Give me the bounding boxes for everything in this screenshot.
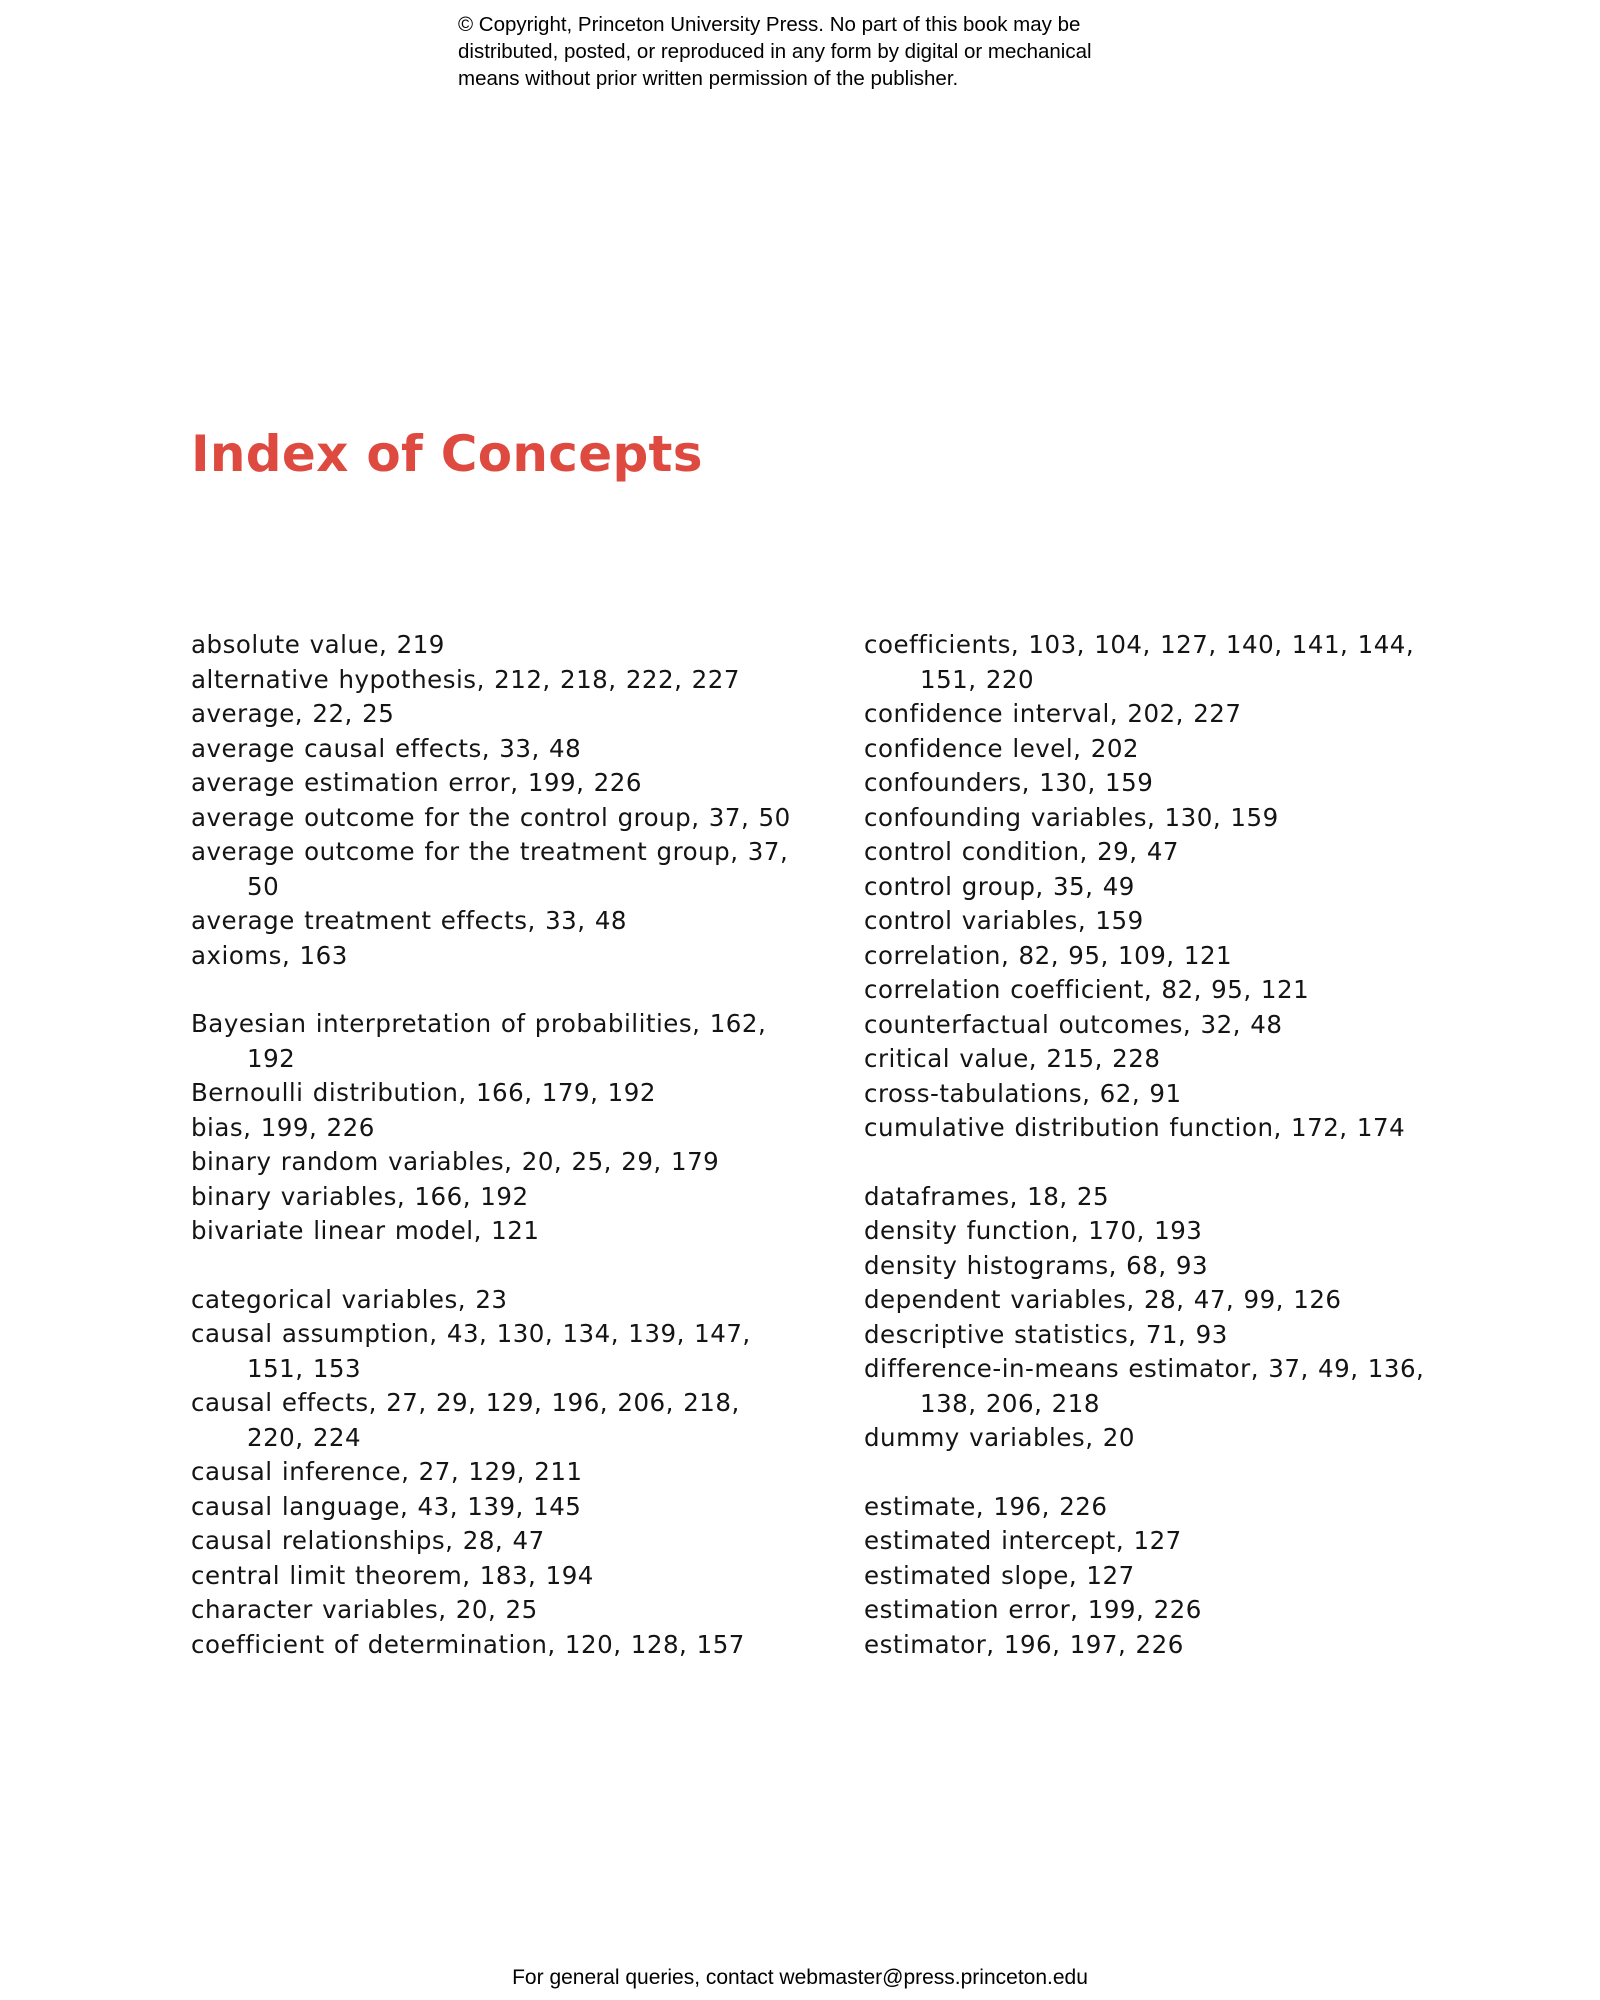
index-entry: confidence interval, 202, 227	[864, 699, 1242, 728]
index-entry: confounders, 130, 159	[864, 768, 1154, 797]
index-entry: axioms, 163	[191, 940, 348, 970]
page-title: Index of Concepts	[191, 425, 703, 483]
index-entry: average, 22, 25	[191, 699, 395, 728]
index-entry: cumulative distribution function, 172, 174	[864, 1113, 1406, 1142]
index-entry: Bayesian interpretation of probabilities, 162, 192	[191, 1009, 767, 1073]
index-entry: average estimation error, 199, 226	[191, 768, 642, 797]
index-column-left	[191, 628, 791, 1696]
index-entry: difference-in-means estimator, 37, 49, 136, 138, 206, 218	[864, 1354, 1425, 1418]
index-entry: average outcome for the treatment group, 37, 50	[191, 837, 789, 901]
index-entry: control variables, 159	[864, 906, 1144, 935]
index-entry: descriptive statistics, 71, 93	[864, 1319, 1228, 1349]
index-entry: causal relationships, 28, 47	[191, 1526, 545, 1555]
index-entry: control condition, 29, 47	[864, 837, 1179, 866]
index-group-d	[864, 1180, 1464, 1456]
index-entry: correlation, 82, 95, 109, 121	[864, 940, 1233, 970]
index-entry: categorical variables, 23	[191, 1284, 508, 1314]
index-entry: dataframes, 18, 25	[864, 1181, 1110, 1211]
copyright-notice	[458, 11, 1218, 92]
index-entry: average treatment effects, 33, 48	[191, 906, 628, 935]
index-group-a	[191, 628, 791, 973]
index-entry: dependent variables, 28, 47, 99, 126	[864, 1285, 1342, 1314]
index-entry: estimation error, 199, 226	[864, 1595, 1202, 1624]
index-column-right	[864, 628, 1464, 1696]
index-entry: dummy variables, 20	[864, 1423, 1135, 1452]
index-entry: cross-tabulations, 62, 91	[864, 1078, 1182, 1108]
index-entry: coefficients, 103, 104, 127, 140, 141, 144, 151, 220	[864, 630, 1415, 694]
index-entry: estimator, 196, 197, 226	[864, 1629, 1184, 1659]
index-entry: correlation coefficient, 82, 95, 121	[864, 975, 1310, 1004]
index-group-b	[191, 1007, 791, 1249]
index-group-c-left	[191, 1283, 791, 1663]
index-group-e	[864, 1490, 1464, 1663]
index-entry: estimated slope, 127	[864, 1560, 1135, 1590]
index-entry: causal assumption, 43, 130, 134, 139, 147, 151, 153	[191, 1319, 751, 1383]
copyright-line: © Copyright, Princeton University Press. No part of this book may be	[458, 13, 1081, 36]
index-entry: confounding variables, 130, 159	[864, 802, 1279, 832]
index-entry: estimated intercept, 127	[864, 1526, 1182, 1555]
index-entry: critical value, 215, 228	[864, 1044, 1161, 1073]
index-entry: character variables, 20, 25	[191, 1595, 538, 1624]
index-entry: causal effects, 27, 29, 129, 196, 206, 218, 220, 224	[191, 1388, 740, 1452]
index-entry: density histograms, 68, 93	[864, 1250, 1209, 1280]
index-entry: causal inference, 27, 129, 211	[191, 1457, 583, 1486]
index-entry: estimate, 196, 226	[864, 1491, 1108, 1521]
copyright-line: means without prior written permission of the publisher.	[458, 67, 959, 90]
index-entry: average outcome for the control group, 37, 50	[191, 802, 791, 832]
index-entry: alternative hypothesis, 212, 218, 222, 227	[191, 664, 740, 694]
index-entry: bivariate linear model, 121	[191, 1216, 540, 1245]
index-entry: causal language, 43, 139, 145	[191, 1491, 582, 1521]
footer-contact: For general queries, contact webmaster@press.princeton.edu	[512, 1966, 1088, 1989]
index-group-c-right	[864, 628, 1464, 1146]
index-entry: bias, 199, 226	[191, 1112, 375, 1142]
index-entry: central limit theorem, 183, 194	[191, 1560, 594, 1590]
index-entry: average causal effects, 33, 48	[191, 733, 582, 763]
index-entry: control group, 35, 49	[864, 871, 1135, 901]
index-entry: absolute value, 219	[191, 630, 445, 659]
index-entry: density function, 170, 193	[864, 1216, 1203, 1245]
index-entry: binary random variables, 20, 25, 29, 179	[191, 1147, 720, 1176]
index-entry: Bernoulli distribution, 166, 179, 192	[191, 1078, 656, 1107]
index-entry: binary variables, 166, 192	[191, 1181, 529, 1211]
index-entry: coefficient of determination, 120, 128, 157	[191, 1629, 745, 1659]
index-entry: counterfactual outcomes, 32, 48	[864, 1009, 1283, 1039]
index-entry: confidence level, 202	[864, 733, 1140, 763]
copyright-line: distributed, posted, or reproduced in any form by digital or mechanical	[458, 40, 1092, 63]
